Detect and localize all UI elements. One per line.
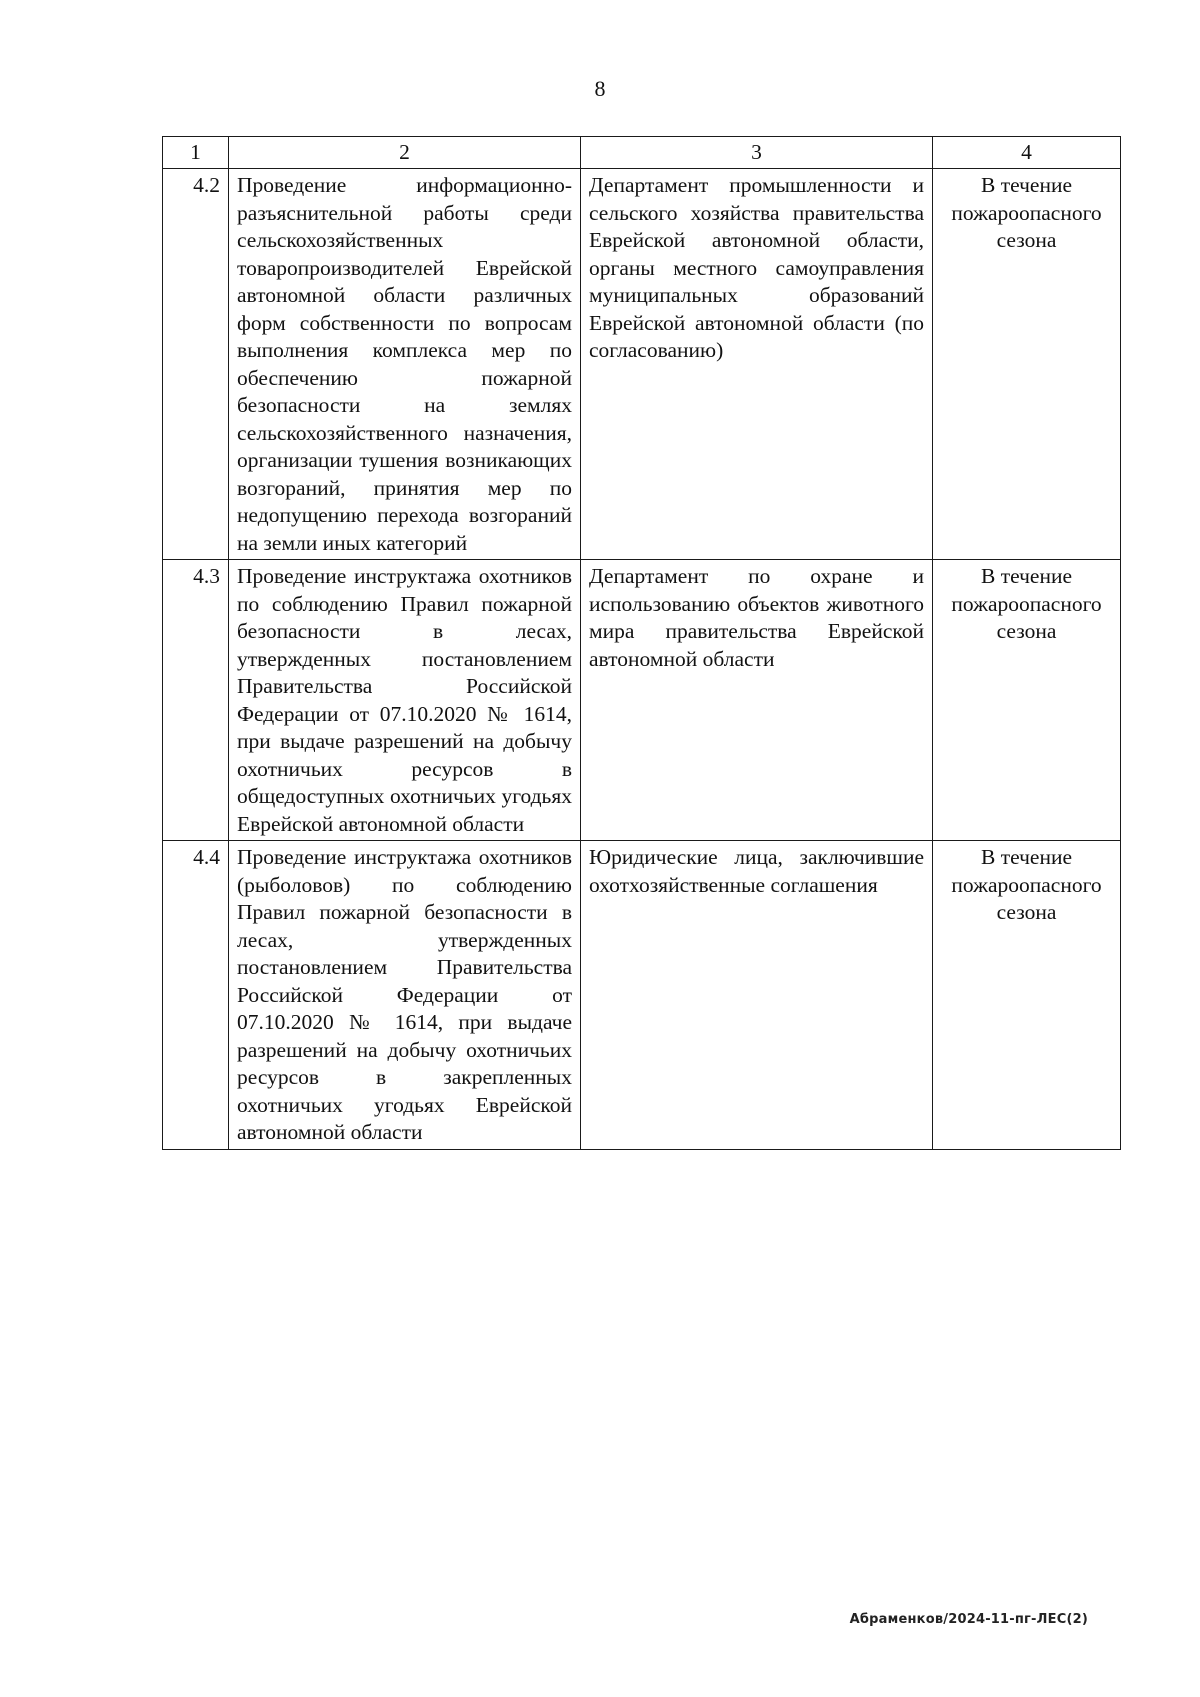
header-cell-4: 4 [933, 137, 1121, 169]
document-code: Абраменков/2024-11-пг-ЛЕС(2) [849, 1612, 1088, 1627]
responsible-cell: Департамент по охране и использованию объектов животного мира правительства Еврейской автономной области [581, 560, 933, 841]
header-cell-1: 1 [163, 137, 229, 169]
table-row [163, 841, 1121, 1150]
table-row [163, 560, 1121, 841]
header-cell-2: 2 [229, 137, 581, 169]
measures-table [162, 136, 1121, 1150]
row-number: 4.4 [163, 841, 229, 1150]
table-row [163, 169, 1121, 560]
responsible-cell: Юридические лица, заключившие охотхозяйственные соглашения [581, 841, 933, 1150]
row-number: 4.2 [163, 169, 229, 560]
term-cell: В течение пожароопасного сезона [933, 169, 1121, 560]
responsible-cell: Департамент промышленности и сельского хозяйства правительства Еврейской автономной области, органы местного самоуправления муниципальных образований Еврейской автономной области (по согласованию) [581, 169, 933, 560]
header-cell-3: 3 [581, 137, 933, 169]
table-header-row [163, 137, 1121, 169]
page-number: 8 [594, 76, 606, 101]
activity-cell: Проведение инструктажа охотников (рыболовов) по соблюдению Правил пожарной безопасности в лесах, утвержденных постановлением Правительства Российской Федерации от 07.10.2020 № 1614, при выдаче разрешений на добычу охотничьих ресурсов в закрепленных охотничьих угодьях Еврейской автономной области [229, 841, 581, 1150]
activity-cell: Проведение инструктажа охотников по соблюдению Правил пожарной безопасности в лесах, утвержденных постановлением Правительства Российской Федерации от 07.10.2020 № 1614, при выдаче разрешений на добычу охотничьих ресурсов в общедоступных охотничьих угодьях Еврейской автономной области [229, 560, 581, 841]
term-cell: В течение пожароопасного сезона [933, 560, 1121, 841]
row-number: 4.3 [163, 560, 229, 841]
activity-cell: Проведение информационно-разъяснительной работы среди сельскохозяйственных товаропроизводителей Еврейской автономной области различных форм собственности по вопросам выполнения комплекса мер по обеспечению пожарной безопасности на землях сельскохозяйственного назначения, организации тушения возникающих возгораний, принятия мер по недопущению перехода возгораний на земли иных категорий [229, 169, 581, 560]
term-cell: В течение пожароопасного сезона [933, 841, 1121, 1150]
